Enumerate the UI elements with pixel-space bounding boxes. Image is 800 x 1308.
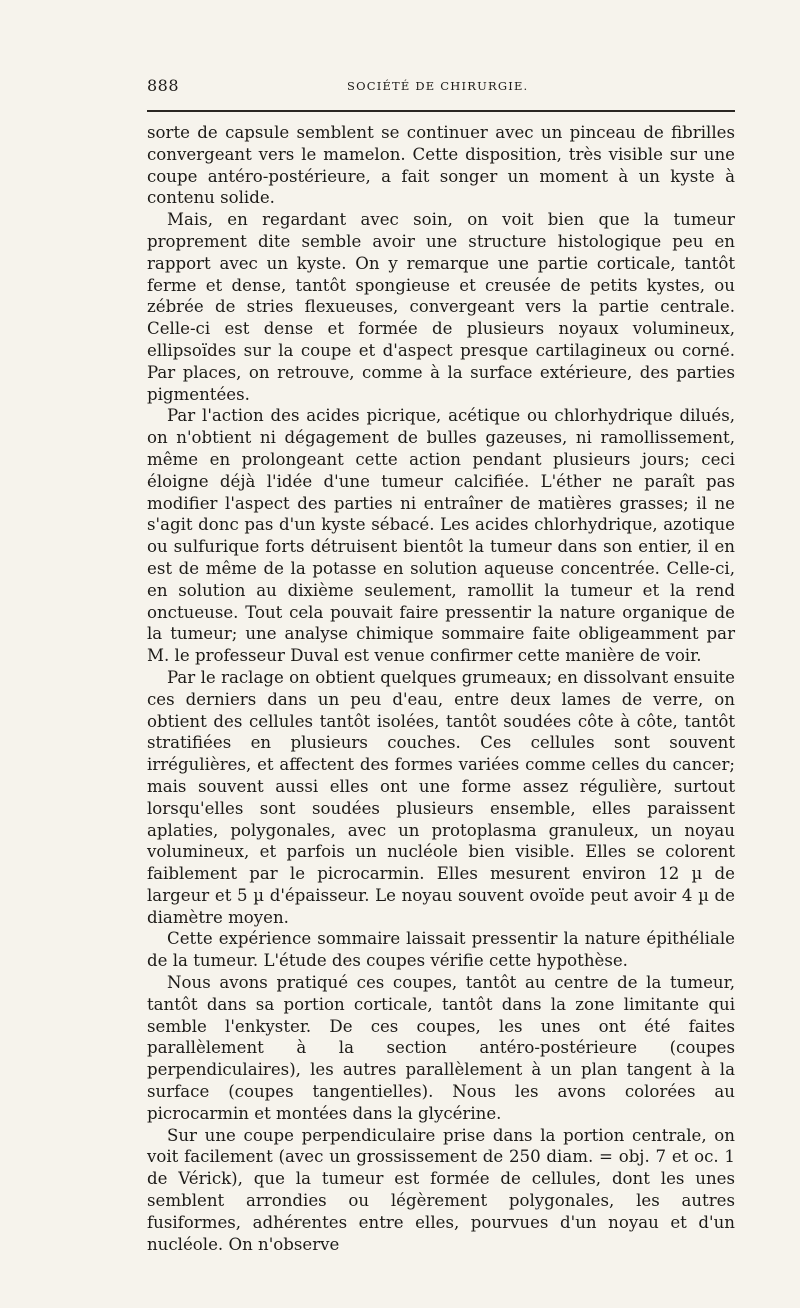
paragraph: Cette expérience sommaire laissait pressentir la nature épithéliale de la tumeur. L'étude des coupes vérifie cette hypothèse.	[147, 929, 735, 971]
paragraph: Par le raclage on obtient quelques grumeaux; en dissolvant ensuite ces derniers dans un peu d'eau, entre deux lames de verre, on obtient des cellules tantôt isolées, tantôt soudées côte à côte, tantôt stratifiées en plusieurs couches. Ces cellules sont souvent irrégulières, et affectent des formes variées comme celles du cancer; mais souvent aussi elles ont une forme assez régulière, surtout lorsqu'elles sont soudées plusieurs ensemble, elles paraissent aplaties, polygonales, avec un protoplasma granuleux, un noyau volumineux, et parfois un nucléole bien visible. Elles se colorent faiblement par le picrocarmin. Elles mesurent environ 12 µ de largeur et 5 µ d'épaisseur. Le noyau souvent ovoïde peut avoir 4 µ de diamètre moyen.	[147, 667, 735, 927]
body-text	[147, 122, 735, 1255]
paragraph: Nous avons pratiqué ces coupes, tantôt au centre de la tumeur, tantôt dans sa portion corticale, tantôt dans la zone limitante qui semble l'enkyster. De ces coupes, les unes ont été faites parallèlement à la section antéro-postérieure (coupes perpendiculaires), les autres parallèlement à un plan tangent à la surface (coupes tangentielles). Nous les avons colorées au picrocarmin et montées dans la glycérine.	[147, 973, 735, 1123]
paragraph: Mais, en regardant avec soin, on voit bien que la tumeur proprement dite semble avoir une structure histologique peu en rapport avec un kyste. On y remarque une partie corticale, tantôt ferme et dense, tantôt spongieuse et creusée de petits kystes, ou zébrée de stries flexueuses, convergeant vers la partie centrale. Celle-ci est dense et formée de plusieurs noyaux volumineux, ellipsoïdes sur la coupe et d'aspect presque cartilagineux ou corné. Par places, on retrouve, comme à la surface extérieure, des parties pigmentées.	[147, 210, 735, 404]
running-title: SOCIÉTÉ DE CHIRURGIE.	[347, 79, 529, 93]
paragraph: Par l'action des acides picrique, acétique ou chlorhydrique dilués, on n'obtient ni dégagement de bulles gazeuses, ni ramollissement, même en prolongeant cette action pendant plusieurs jours; ceci éloigne déjà l'idée d'une tumeur calcifiée. L'éther ne paraît pas modifier l'aspect des parties ni entraîner de matières grasses; il ne s'agit donc pas d'un kyste sébacé. Les acides chlorhydrique, azotique ou sulfurique forts détruisent bientôt la tumeur dans son entier, il en est de même de la potasse en solution aqueuse concentrée. Celle-ci, en solution au dixième seulement, ramollit la tumeur et la rend onctueuse. Tout cela pouvait faire pressentir la nature organique de la tumeur; une analyse chimique sommaire faite obligeamment par M. le professeur Duval est venue confirmer cette manière de voir.	[147, 406, 735, 666]
paragraph-continuation: sorte de capsule semblent se continuer avec un pinceau de fibrilles convergeant vers le mamelon. Cette disposition, très visible sur une coupe antéro-postérieure, a fait songer un moment à un kyste à contenu solide.	[147, 123, 735, 208]
book-page	[147, 70, 735, 1270]
paragraph: Sur une coupe perpendiculaire prise dans la portion centrale, on voit facilement (avec un grossissement de 250 diam. = obj. 7 et oc. 1 de Vérick), que la tumeur est formée de cellules, dont les unes semblent arrondies ou légèrement polygonales, les autres fusiformes, adhérentes entre elles, pourvues d'un noyau et d'un nucléole. On n'observe	[147, 1125, 735, 1254]
running-head	[147, 70, 735, 104]
header-rule	[147, 110, 735, 112]
page-number: 888	[147, 76, 180, 95]
